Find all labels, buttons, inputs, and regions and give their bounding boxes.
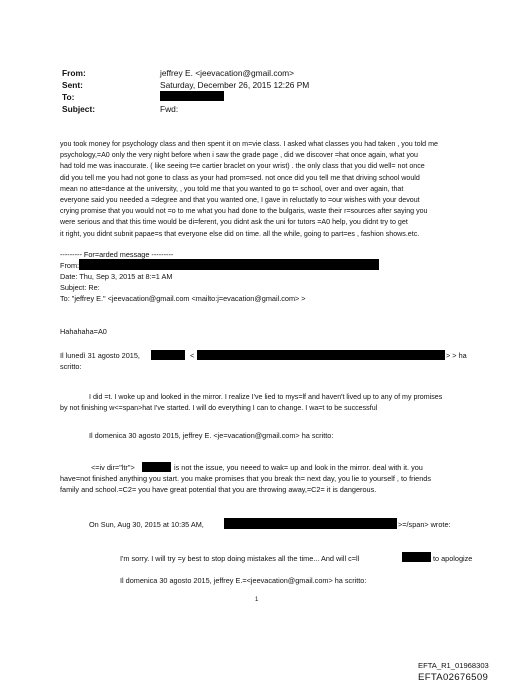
on-sun-prefix: On Sun, Aug 30, 2015 at 10:35 AM,	[89, 520, 204, 529]
paragraph-line: psychology,=A0 only the very night before when i saw the grade page , did we discover =hat once again, what you	[60, 151, 418, 160]
sorry-redaction	[402, 552, 431, 562]
bates-number-2: EFTA02676509	[418, 672, 489, 683]
subject-value: Fwd:	[160, 104, 179, 114]
il-lunedi-scritto: scritto:	[60, 362, 82, 371]
reply-paragraph	[60, 392, 442, 414]
sorry-suffix: to apologize	[433, 554, 473, 563]
sent-value: Saturday, December 26, 2015 12:26 PM	[160, 80, 310, 90]
paragraph-line: mean no atte=dance at the university, , you told me that you wanted to go t= school, over and over again, that	[60, 184, 404, 193]
forward-from-label: From:	[60, 261, 80, 270]
sent-label: Sent:	[62, 80, 83, 90]
from-value: jeffrey E. <jeevacation@gmail.com>	[160, 68, 295, 78]
subject-label: Subject:	[62, 104, 96, 114]
hahaha-line: Hahahaha=A0	[60, 327, 107, 336]
quote-line1-rest: is not the issue, you neeed to wak= up and look in the mirror. deal with it. you	[174, 463, 423, 472]
quote-line2: have=not finished anything you start. you make promises that you break th= next day, you lie to yourself , to friends	[60, 474, 431, 483]
il-lunedi-prefix: Il lunedì 31 agosto 2015,	[60, 351, 140, 360]
paragraph-line: you took money for psychology class and then spent it on m=vie class. I asked what classes you had taken , you told me	[60, 140, 438, 148]
bates-number-1: EFTA_R1_01968303	[418, 661, 489, 670]
body-paragraph	[60, 139, 438, 240]
name-redaction	[151, 350, 185, 360]
page-number: 1	[255, 597, 259, 603]
paragraph-line: everyone said you needed a =degree and that you wanted one, I gave in reluctatly to =our wishes with your devout	[60, 196, 420, 205]
forward-to: To: "jeffrey E." <jeevacation@gmail.com <mailto:j=evacation@gmail.com> >	[60, 294, 306, 303]
on-sun-suffix: >=/span> wrote:	[398, 520, 451, 529]
to-label: To:	[62, 92, 75, 102]
quote-line3: family and school.=C2= you have great potential that you are throwing away,=C2= it is dangerous.	[60, 485, 377, 494]
from-label: From:	[62, 68, 86, 78]
forward-from-redaction	[79, 259, 379, 270]
paragraph-line: it right, you didnt subnit papae=s that everyone else did on time. all the while, going to part=es , fashion shows.etc.	[60, 229, 420, 238]
domenica-line-1: Il domenica 30 agosto 2015, jeffrey E. <je=vacation@gmail.com> ha scritto:	[89, 431, 334, 440]
forward-subject: Subject: Re:	[60, 283, 100, 292]
paragraph-line: were serious and that this time would be di=ferent, you didnt ask the uni for tutors =A0 help, you didnt try to get	[60, 218, 408, 227]
quote-name-redaction	[142, 462, 171, 472]
paragraph-line: crying promise that you would not =o to me what you had done to the bulgaris, waste their r=sources after saying you	[60, 207, 428, 216]
email-redaction	[197, 350, 445, 360]
il-lunedi-lt: <	[190, 351, 195, 360]
domenica-line-2: Il domenica 30 agosto 2015, jeffrey E.=<jeevacation@gmail.com> ha scritto:	[120, 576, 367, 585]
sorry-line: I'm sorry. I will try =y best to stop doing mistakes all the time... And will c=ll	[120, 554, 360, 563]
to-redaction	[160, 91, 224, 101]
paragraph-line: had told me was inaccurate. ( like seeing t=e cartier braclet on your wrist) . the only class that you did well= not once	[60, 162, 425, 171]
forward-separator: --------- For=arded message ---------	[60, 250, 174, 259]
il-lunedi-suffix: > > ha	[446, 351, 467, 360]
forward-date: Date: Thu, Sep 3, 2015 at 8:=1 AM	[60, 272, 173, 281]
paragraph-line: by not finishing w<=span>hat I've started. I will do everything I can to change. I wa=t to be successful	[60, 404, 378, 413]
paragraph-line: I did =t. I woke up and looked in the mirror. I realize I've lied to mys=lf and haven't lived up to any of my promises	[89, 393, 443, 401]
on-sun-redaction	[224, 518, 397, 529]
quote-prefix: <=iv dir="ltr">	[91, 463, 135, 472]
paragraph-line: did you tell me you had not gone to class as your had prom=sed. not once did you tell me that driving school would	[60, 173, 420, 182]
